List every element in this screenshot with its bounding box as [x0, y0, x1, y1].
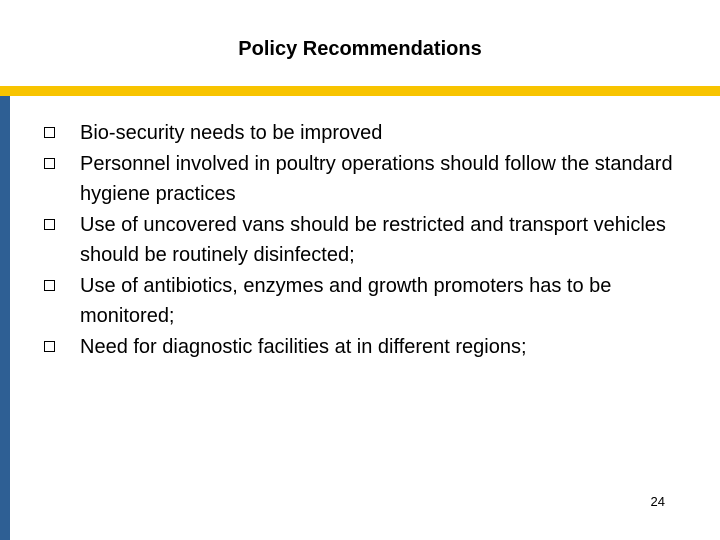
bullet-item [44, 210, 684, 271]
bullet-item [44, 332, 684, 363]
bullet-text: Need for diagnostic facilities at in different regions; [80, 335, 527, 358]
bullet-text: Bio-security needs to be improved [80, 122, 383, 144]
bullet-text: Use of uncovered vans should be restricted and transport vehicles should be routinely disinfected; [80, 213, 666, 266]
bullet-item [44, 271, 684, 332]
bullet-list [44, 118, 684, 362]
square-bullet-icon [44, 219, 55, 230]
square-bullet-icon [44, 127, 55, 138]
blue-accent-bar [0, 96, 10, 540]
square-bullet-icon [44, 158, 55, 169]
page-number: 24 [650, 494, 665, 509]
bullet-text: Personnel involved in poultry operations should follow the standard hygiene practices [80, 152, 673, 205]
bullet-item [44, 149, 684, 210]
square-bullet-icon [44, 341, 55, 352]
bullet-item [44, 118, 684, 149]
slide-title: Policy Recommendations [238, 38, 482, 60]
square-bullet-icon [44, 280, 55, 291]
bullet-text: Use of antibiotics, enzymes and growth promoters has to be monitored; [80, 274, 612, 327]
yellow-accent-band [0, 86, 720, 96]
